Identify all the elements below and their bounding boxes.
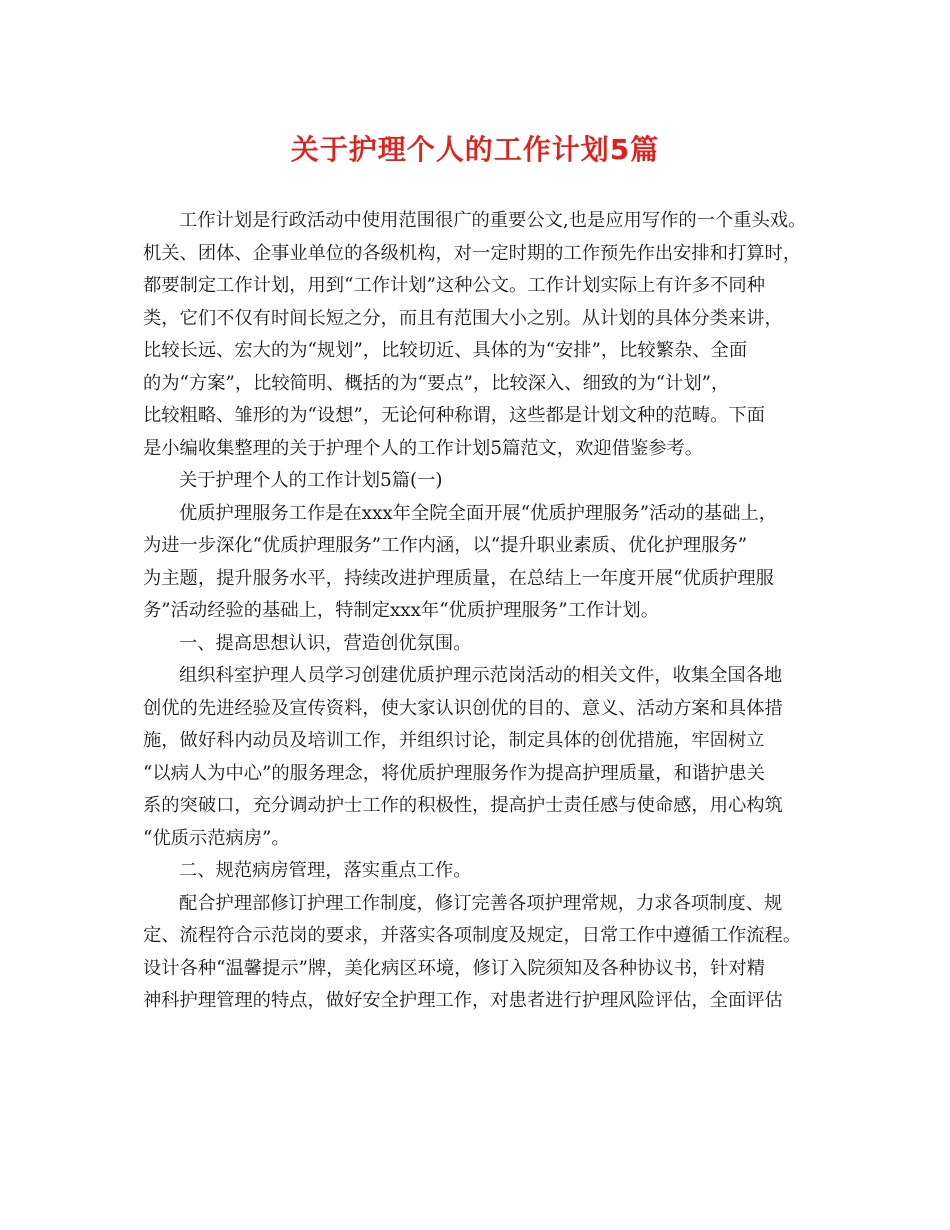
paragraph-line: 定、流程符合示范岗的要求，并落实各项制度及规定，日常工作中遵循工作流程。 <box>143 925 802 946</box>
paragraph-line: 创优的先进经验及宣传资料，使大家认识创优的目的、意义、活动方案和具体措 <box>143 697 783 719</box>
paragraph-line: 为进一步深化“优质护理服务”工作内涵，以“提升职业素质、优化护理服务” <box>143 535 748 556</box>
paragraph-line: 比较长远、宏大的为“规划”，比较切近、具体的为“安排”，比较繁杂、全面 <box>143 340 748 361</box>
paragraph-line: 类，它们不仅有时间长短之分，而且有范围大小之别。从计划的具体分类来讲， <box>143 307 783 329</box>
paragraph-line: 工作计划是行政活动中使用范围很广的重要公文,也是应用写作的一个重头戏。 <box>179 210 807 231</box>
paragraph-line: 神科护理管理的特点，做好安全护理工作，对患者进行护理风险评估，全面评估 <box>143 990 783 1011</box>
paragraph-line: 为主题，提升服务水平，持续改进护理质量，在总结上一年度开展“优质护理服 <box>143 567 774 589</box>
document-title: 关于护理个人的工作计划5篇 <box>290 133 660 166</box>
paragraph-line: “优质示范病房”。 <box>143 827 290 849</box>
paragraph-line: 施，做好科内动员及培训工作，并组织讨论，制定具体的创优措施，牢固树立 <box>143 730 765 751</box>
paragraph-line: 组织科室护理人员学习创建优质护理示范岗活动的相关文件，收集全国各地 <box>179 665 783 686</box>
document-body <box>143 205 815 1018</box>
paragraph-line: 配合护理部修订护理工作制度，修订完善各项护理常规，力求各项制度、规 <box>179 892 783 914</box>
paragraph-line: 比较粗略、雏形的为“设想”，无论何种称谓，这些都是计划文种的范畴。下面 <box>143 405 765 426</box>
paragraph-line: 的为“方案”，比较简明、概括的为“要点”，比较深入、细致的为“计划”， <box>143 372 730 394</box>
paragraph-line: 务”活动经验的基础上，特制定xxx年“优质护理服务”工作计划。 <box>143 600 659 621</box>
paragraph-line: 设计各种“温馨提示”牌，美化病区环境，修订入院须知及各种协议书，针对精 <box>143 957 765 979</box>
paragraph-line: 关于护理个人的工作计划5篇(一) <box>179 470 443 491</box>
paragraph-line: 优质护理服务工作是在xxx年全院全面开展“优质护理服务”活动的基础上， <box>179 502 778 524</box>
paragraph-line: 都要制定工作计划，用到“工作计划”这种公文。工作计划实际上有许多不同种 <box>143 275 765 296</box>
paragraph-line: 二、规范病房管理，落实重点工作。 <box>179 860 472 881</box>
paragraph-line: 是小编收集整理的关于护理个人的工作计划5篇范文，欢迎借鉴参考。 <box>143 437 704 459</box>
paragraph-line: 一、提高思想认识，营造创优氛围。 <box>179 632 472 654</box>
paragraph-line: “以病人为中心”的服务理念，将优质护理服务作为提高护理质量，和谐护患关 <box>143 762 765 784</box>
paragraph-line: 机关、团体、企事业单位的各级机构，对一定时期的工作预先作出安排和打算时， <box>143 242 802 264</box>
paragraph-line: 系的突破口，充分调动护士工作的积极性，提高护士责任感与使命感，用心构筑 <box>143 795 783 816</box>
